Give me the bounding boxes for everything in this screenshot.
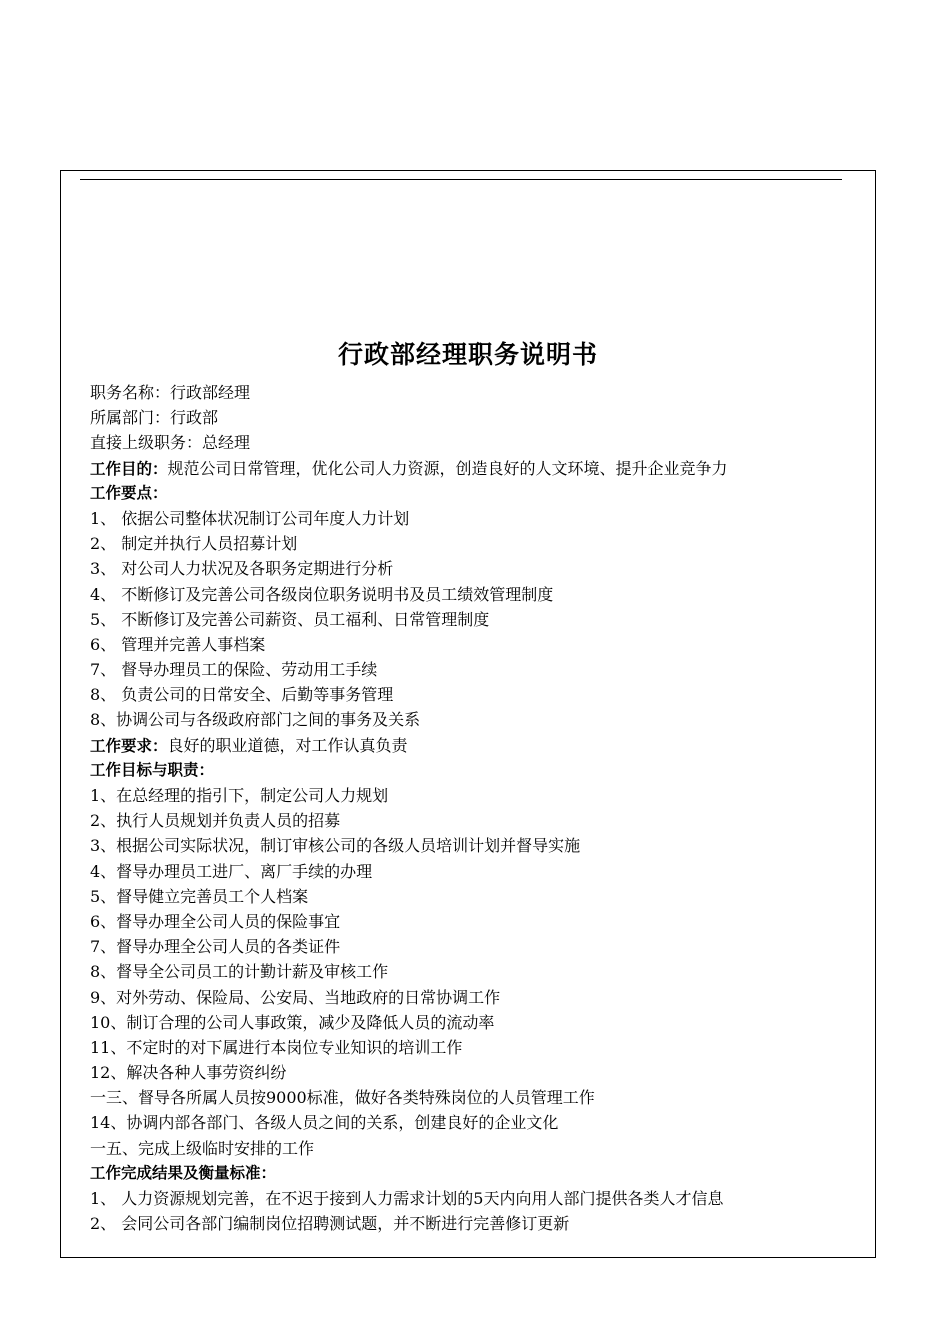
list-item: 6、督导办理全公司人员的保险事宜 [90,911,341,931]
requirements-label: 工作要求： [90,736,168,755]
list-item: 11、不定时的对下属进行本岗位专业知识的培训工作 [90,1037,463,1057]
requirements-row [90,733,870,758]
job-name-value: 行政部经理 [170,383,251,402]
list-item: 9、对外劳动、保险局、公安局、当地政府的日常协调工作 [90,987,501,1007]
list-item: 2、 会同公司各部门编制岗位招聘测试题，并不断进行完善修订更新 [90,1214,570,1234]
list-item: 2、 制定并执行人员招募计划 [90,534,298,554]
goals-heading: 工作目标与职责： [90,760,215,779]
list-item: 5、 不断修订及完善公司薪资、员工福利、日常管理制度 [90,609,490,629]
department-label: 所属部门： [90,408,171,428]
list-item: 1、 依据公司整体状况制订公司年度人力计划 [90,508,410,528]
list-item: 5、督导健立完善员工个人档案 [90,886,309,906]
list-item: 14、协调内部各部门、各级人员之间的关系，创建良好的企业文化 [90,1113,559,1133]
list-item: 3、根据公司实际状况，制订审核公司的各级人员培训计划并督导实施 [90,836,581,856]
requirements-value: 良好的职业道德，对工作认真负责 [167,735,408,755]
document-body [90,380,870,1236]
list-item: 7、 督导办理员工的保险、劳动用工手续 [90,660,378,680]
list-item: 一五、完成上级临时安排的工作 [90,1138,315,1158]
list-item: 8、协调公司与各级政府部门之间的事务及关系 [90,710,421,730]
superior-row [90,430,870,455]
purpose-row [90,456,870,481]
superior-value: 总经理 [202,433,251,453]
list-item: 4、 不断修订及完善公司各级岗位职务说明书及员工绩效管理制度 [90,584,554,604]
purpose-label: 工作目的： [90,459,168,478]
job-name-row [90,380,870,405]
header-rule [80,179,842,180]
list-item: 7、督导办理全公司人员的各类证件 [90,937,341,957]
list-item: 8、 负责公司的日常安全、后勤等事务管理 [90,685,394,705]
standards-heading: 工作完成结果及衡量标准： [90,1163,277,1182]
list-item: 4、督导办理员工进厂、离厂手续的办理 [90,861,373,881]
department-value: 行政部 [170,408,219,428]
key-points-heading: 工作要点： [90,483,168,502]
list-item: 2、执行人员规划并负责人员的招募 [90,811,341,831]
list-item: 8、督导全公司员工的计勤计薪及审核工作 [90,962,389,982]
list-item: 3、 对公司人力状况及各职务定期进行分析 [90,559,394,579]
document-title: 行政部经理职务说明书 [337,340,598,369]
list-item: 12、解决各种人事劳资纠纷 [90,1063,287,1083]
purpose-value: 规范公司日常管理，优化公司人力资源，创造良好的人文环境、提升企业竞争力 [167,458,728,478]
list-item: 一三、督导各所属人员按9000标准，做好各类特殊岗位的人员管理工作 [90,1088,595,1108]
job-name-label: 职务名称： [90,383,171,402]
superior-label: 直接上级职务： [90,433,203,453]
department-row [90,405,870,430]
list-item: 1、在总经理的指引下，制定公司人力规划 [90,786,389,805]
list-item: 1、 人力资源规划完善，在不迟于接到人力需求计划的5天内向用人部门提供各类人才信息 [90,1189,724,1208]
list-item: 10、制订合理的公司人事政策，减少及降低人员的流动率 [90,1012,495,1032]
list-item: 6、 管理并完善人事档案 [90,634,266,654]
